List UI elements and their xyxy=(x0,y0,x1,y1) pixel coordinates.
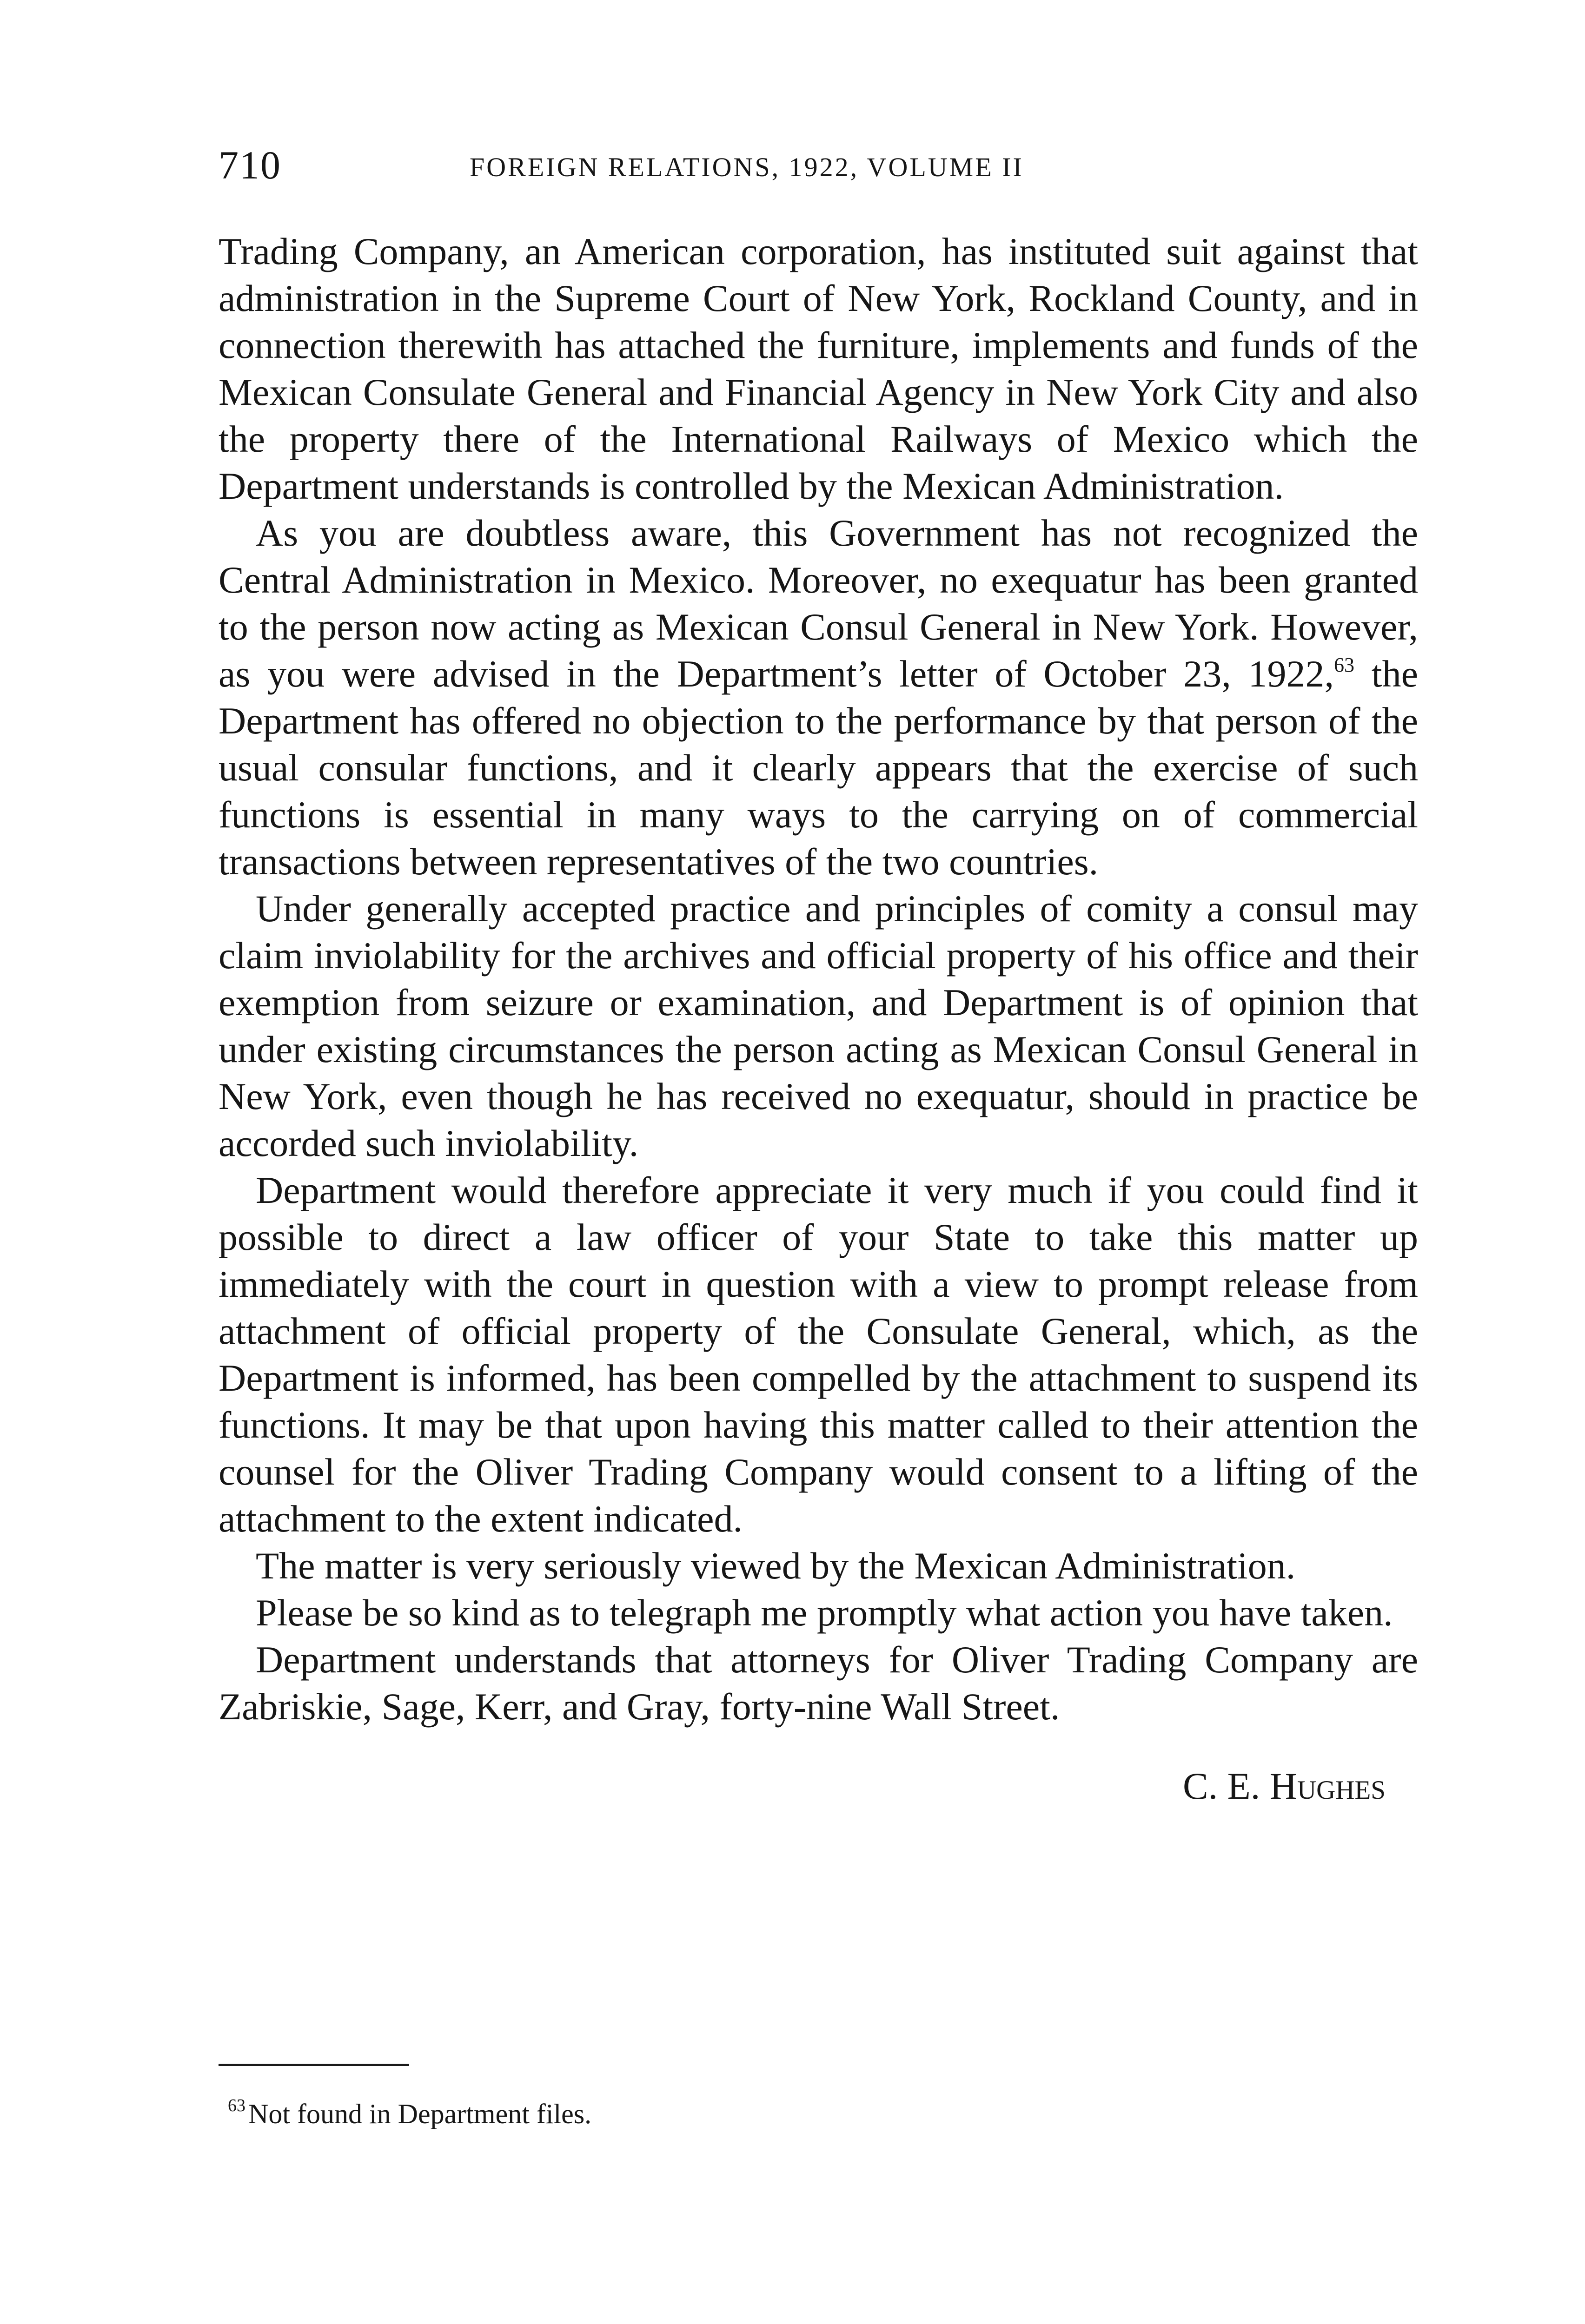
page-number: 710 xyxy=(219,143,281,187)
running-title: FOREIGN RELATIONS, 1922, VOLUME II xyxy=(470,152,1024,182)
paragraph-3: Under generally accepted practice and principles of comity a consul may claim inviolability for the archives and official property of his office and their exemption from seizure or examination, and Department is of opinion that under existing circumstances the person acting as Mexican Consul General in New York, even though he has received no exequatur, should in practice be accorded such inviolability. xyxy=(219,887,1418,1164)
paragraph-2 xyxy=(219,509,1418,885)
footnote-divider xyxy=(219,2064,409,2066)
paragraph-2-part-1: As you are doubtless aware, this Government has not recognized the Central Administration in Mexico. Moreover, no exequatur has been granted to the person now acting as Mexican Consul General in New York. However, as you were advised in the Department’s letter of October 23, 1922, xyxy=(219,512,1418,695)
paragraph-6: Please be so kind as to telegraph me promptly what action you have taken. xyxy=(256,1591,1393,1634)
paragraph-7: Department understands that attorneys for Oliver Trading Company are Zabriskie, Sage, Kerr, and Gray, forty-nine Wall Street. xyxy=(219,1638,1418,1728)
footnote xyxy=(228,2087,591,2133)
body-text xyxy=(219,228,1418,1809)
footnote-mark: 63 xyxy=(228,2096,245,2115)
paragraph-5: The matter is very seriously viewed by the Mexican Administration. xyxy=(256,1545,1296,1587)
running-head xyxy=(219,139,1418,191)
footnote-text: Not found in Department files. xyxy=(248,2099,592,2129)
footnote-reference: 63 xyxy=(1334,654,1355,676)
paragraph-2-part-2: the Department has offered no objection to the performance by that person of the usual consular functions, and it clearly appears that the exercise of such functions is essential in many ways to the carrying on of commercial transactions between representatives of the two countries. xyxy=(219,653,1418,883)
signature-text: C. E. Hughes xyxy=(1182,1765,1386,1807)
signature xyxy=(219,1763,1418,1809)
paragraph-1: Trading Company, an American corporation, has instituted suit against that administration in the Supreme Court of New York, Rockland County, and in connection therewith has attached the furniture, implements and funds of the Mexican Consulate General and Financial Agency in New York City and also the property there of the International Railways of Mexico which the Department understands is controlled by the Mexican Administration. xyxy=(219,230,1418,507)
paragraph-4: Department would therefore appreciate it very much if you could find it possible to direct a law officer of your State to take this matter up immediately with the court in question with a view to prompt release from attachment of official property of the Consulate General, which, as the Department is informed, has been compelled by the attachment to suspend its functions. It may be that upon having this matter called to their attention the counsel for the Oliver Trading Company would consent to a lifting of the attachment to the extent indicated. xyxy=(219,1169,1418,1540)
